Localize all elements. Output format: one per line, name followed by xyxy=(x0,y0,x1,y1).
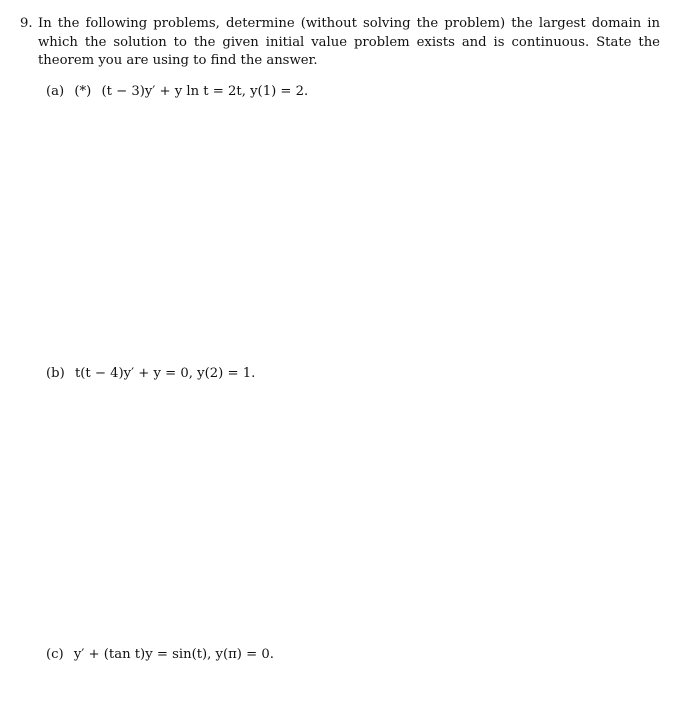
part-b-equation: t(t − 4)y′ + y = 0, y(2) = 1. xyxy=(74,366,256,381)
part-a-answer-space[interactable] xyxy=(46,105,646,360)
part-a-equation: (t − 3)y′ + y ln t = 2t, y(1) = 2. xyxy=(101,84,309,99)
part-a-star-marker: (*) xyxy=(74,84,92,99)
part-c-label: (c) xyxy=(46,647,64,662)
part-c-equation: y′ + (tan t)y = sin(t), y(π) = 0. xyxy=(73,647,274,662)
part-c xyxy=(46,646,274,664)
problem-9 xyxy=(20,15,660,71)
part-b xyxy=(46,365,255,383)
problem-statement: In the following problems, determine (without solving the problem) the largest domain in which the solution to the given initial value problem exists and is continuous. State the theorem you are using to find the answer. xyxy=(38,16,660,68)
part-a-label: (a) xyxy=(46,84,65,99)
part-b-label: (b) xyxy=(46,366,65,381)
problem-number: 9. xyxy=(20,16,33,31)
part-a xyxy=(46,83,308,101)
part-b-answer-space[interactable] xyxy=(46,388,646,638)
